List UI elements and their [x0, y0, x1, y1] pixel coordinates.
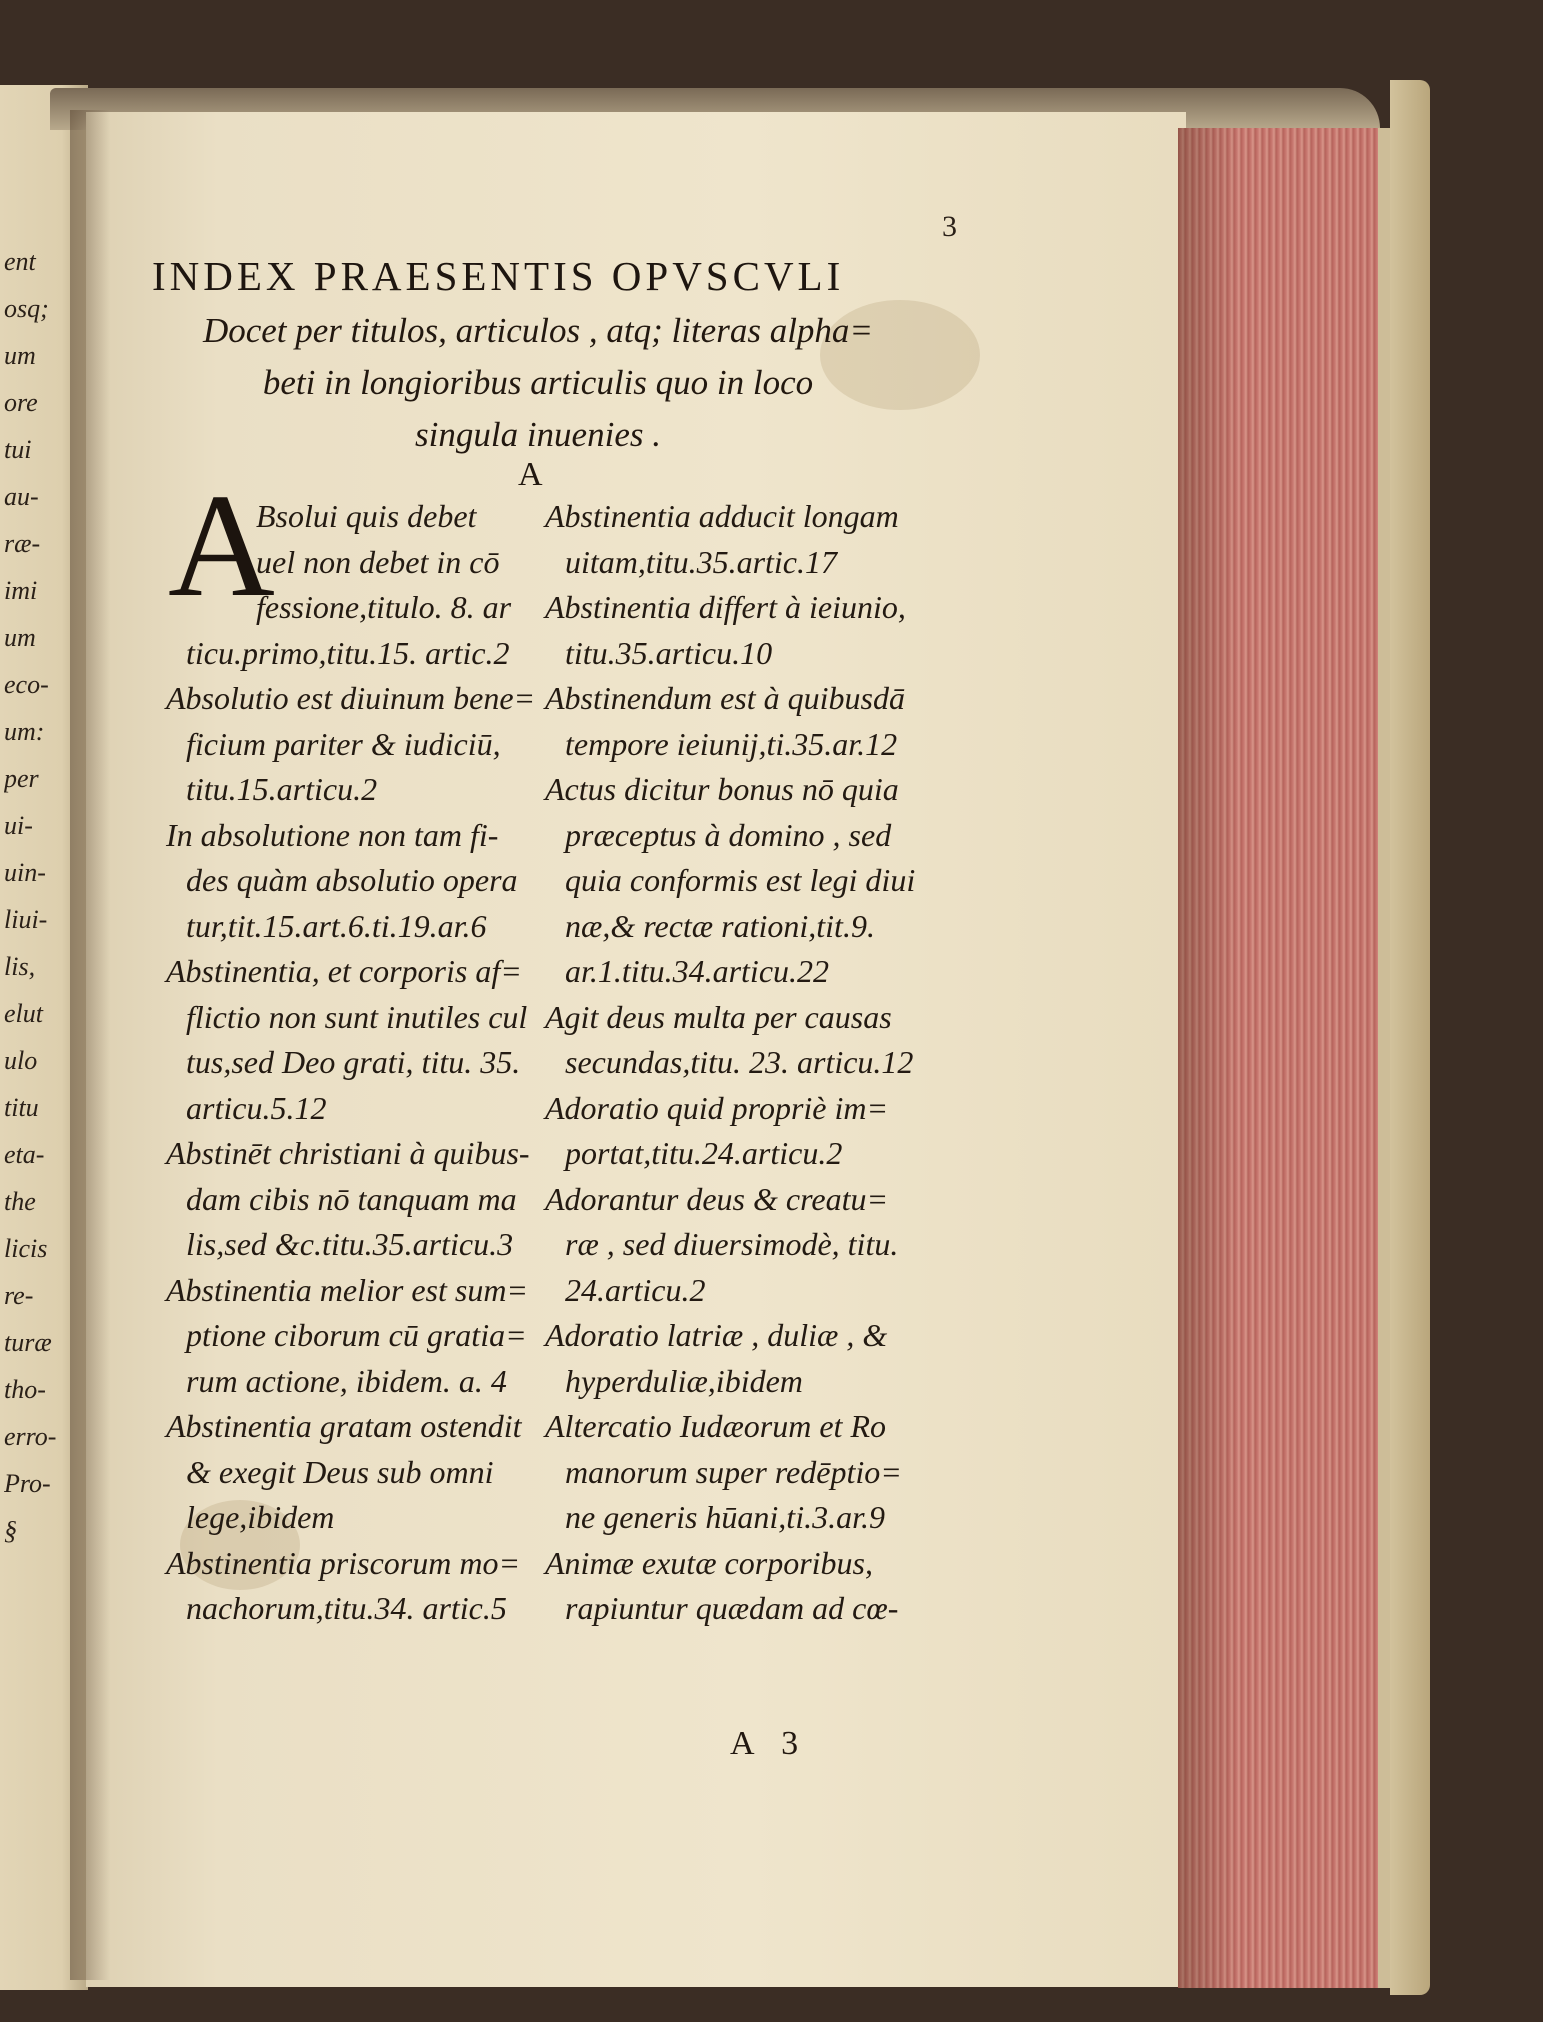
index-entry-line: Agit deus multa per causas — [545, 998, 892, 1035]
left-page-fragment: au- — [4, 482, 39, 511]
subtitle-line: Docet per titulos, articulos , atq; literas alpha= — [202, 311, 874, 350]
left-page-fragment: ui- — [4, 811, 33, 840]
left-page-fragment: § — [4, 1516, 17, 1545]
index-entry-line: dam cibis nō tanquam ma — [186, 1180, 517, 1217]
left-page-fragment: um: — [4, 717, 45, 746]
page-edge-shadow — [1178, 128, 1238, 1988]
index-entry-line: lis,sed &c.titu.35.articu.3 — [186, 1226, 514, 1262]
index-entry-line: Altercatio Iudæorum et Ro — [545, 1408, 886, 1444]
index-entry-line: quia conformis est legi diui — [565, 862, 916, 898]
index-entry-line: Adoratio latriæ , duliæ , & — [545, 1317, 888, 1353]
left-page-fragment: the — [4, 1187, 36, 1216]
left-page-fragment: ræ- — [4, 529, 41, 558]
index-entry-line: fessione,titulo. 8. ar — [256, 589, 512, 625]
left-page-fragment: per — [4, 764, 39, 793]
index-entry-line: Abstinentia differt à ieiunio, — [545, 589, 906, 625]
left-page-fragment: imi — [4, 576, 38, 605]
index-entry-line: titu.35.articu.10 — [565, 634, 773, 671]
index-entry-line: Abstinendum est à quibusdā — [545, 680, 905, 716]
index-entry-line: tur,tit.15.art.6.ti.19.ar.6 — [186, 907, 487, 944]
index-entry-line: In absolutione non tam fi- — [166, 816, 499, 853]
index-entry-line: uitam,titu.35.artic.17 — [565, 543, 837, 580]
left-page-fragment: um — [4, 341, 36, 370]
left-page-fragment: eta- — [4, 1140, 45, 1169]
left-page-text-fragments — [4, 238, 84, 1554]
left-page-fragment: ulo — [4, 1046, 38, 1075]
index-column-right — [545, 494, 955, 1632]
index-entry-line: Animæ exutæ corporibus, — [545, 1544, 873, 1581]
index-entry-line: manorum super redēptio= — [565, 1453, 902, 1490]
index-entry-line: Adorantur deus & creatu= — [545, 1180, 889, 1217]
page-title: INDEX PRAESENTIS OPVSCVLI — [152, 253, 845, 299]
index-entry-line: uel non debet in cō — [256, 543, 500, 580]
subtitle-line: beti in longioribus articulis quo in loco — [262, 363, 814, 402]
section-letter: A — [518, 456, 543, 493]
index-column-left — [166, 494, 536, 1632]
left-page-fragment: elut — [4, 999, 43, 1028]
left-page-fragment: turæ — [4, 1328, 52, 1357]
index-entry-line: & exegit Deus sub omni — [186, 1453, 494, 1490]
index-entry-line: ptione ciborum cū gratia= — [186, 1317, 527, 1353]
index-entry-line: tus,sed Deo grati, titu. 35. — [186, 1044, 521, 1080]
index-entry-line: portat,titu.24.articu.2 — [565, 1135, 843, 1171]
index-entry-line: rum actione, ibidem. a. 4 — [186, 1362, 507, 1399]
index-entry-line: rapiuntur quædam ad cœ- — [565, 1590, 899, 1626]
index-entry-line: Abstinentia gratam ostendit — [166, 1408, 522, 1444]
index-entry-line: Abstinentia adducit longam — [545, 498, 899, 534]
index-entry-line: præceptus à domino , sed — [565, 816, 892, 853]
index-entry-line: tempore ieiunij,ti.35.ar.12 — [565, 725, 898, 762]
index-entry-line: titu.15.articu.2 — [186, 771, 378, 807]
index-entry-line: flictio non sunt inutiles cul — [186, 998, 528, 1035]
left-page-fragment: uin- — [4, 858, 46, 887]
page-number: 3 — [942, 210, 957, 243]
drop-cap: A — [168, 464, 275, 628]
index-entry-line: ar.1.titu.34.articu.22 — [565, 953, 830, 989]
index-entry-line: secundas,titu. 23. articu.12 — [565, 1044, 914, 1080]
page-subtitle — [188, 305, 888, 461]
left-page-fragment: eco- — [4, 670, 49, 699]
index-entry-line: ræ , sed diuersimodè, titu. — [565, 1226, 899, 1262]
subtitle-line: singula inuenies . — [415, 415, 661, 454]
vellum-cover-edge — [1390, 80, 1430, 1995]
index-entry-line: lege,ibidem — [186, 1499, 335, 1535]
index-entry-line: Abstinēt christiani à quibus- — [166, 1135, 530, 1171]
index-entry-line: ficium pariter & iudiciū, — [186, 725, 501, 762]
left-page-fragment: re- — [4, 1281, 34, 1310]
left-page-fragment: titu — [4, 1093, 39, 1122]
left-page-fragment: ent — [4, 247, 36, 276]
index-entry-line: 24.articu.2 — [565, 1271, 706, 1308]
left-page-fragment: um — [4, 623, 36, 652]
index-entry-line: des quàm absolutio opera — [186, 862, 518, 898]
index-entry-line: Abstinentia, et corporis af= — [166, 953, 522, 989]
index-entry-line: Bsolui quis debet — [256, 498, 477, 534]
left-page-fragment: tho- — [4, 1375, 46, 1404]
left-page-fragment: Pro- — [4, 1469, 51, 1498]
left-page-fragment: licis — [4, 1234, 48, 1263]
index-entry-line: næ,& rectæ rationi,tit.9. — [565, 907, 875, 944]
left-page-fragment: lis, — [4, 952, 36, 981]
index-entry-line: Abstinentia melior est sum= — [166, 1271, 529, 1308]
index-entry-line: Adoratio quid propriè im= — [545, 1089, 889, 1126]
index-entry-line: Abstinentia priscorum mo= — [166, 1544, 521, 1581]
index-entry-line: articu.5.12 — [186, 1089, 327, 1126]
left-page-fragment: liui- — [4, 905, 48, 934]
index-entry-line: Actus dicitur bonus nō quia — [545, 771, 899, 807]
index-entry-line: nachorum,titu.34. artic.5 — [186, 1590, 507, 1626]
signature-mark: A 3 — [730, 1725, 809, 1762]
index-entry-line: hyperduliæ,ibidem — [565, 1362, 803, 1399]
index-entry-line: Absolutio est diuinum bene= — [166, 680, 536, 716]
left-page-fragment: osq; — [4, 294, 49, 323]
index-entry-line: ticu.primo,titu.15. artic.2 — [186, 634, 510, 671]
left-page-fragment: ore — [4, 388, 38, 417]
left-page-fragment: tui — [4, 435, 32, 464]
index-entry-line: ne generis hūani,ti.3.ar.9 — [565, 1499, 885, 1535]
left-page-fragment: erro- — [4, 1422, 57, 1451]
